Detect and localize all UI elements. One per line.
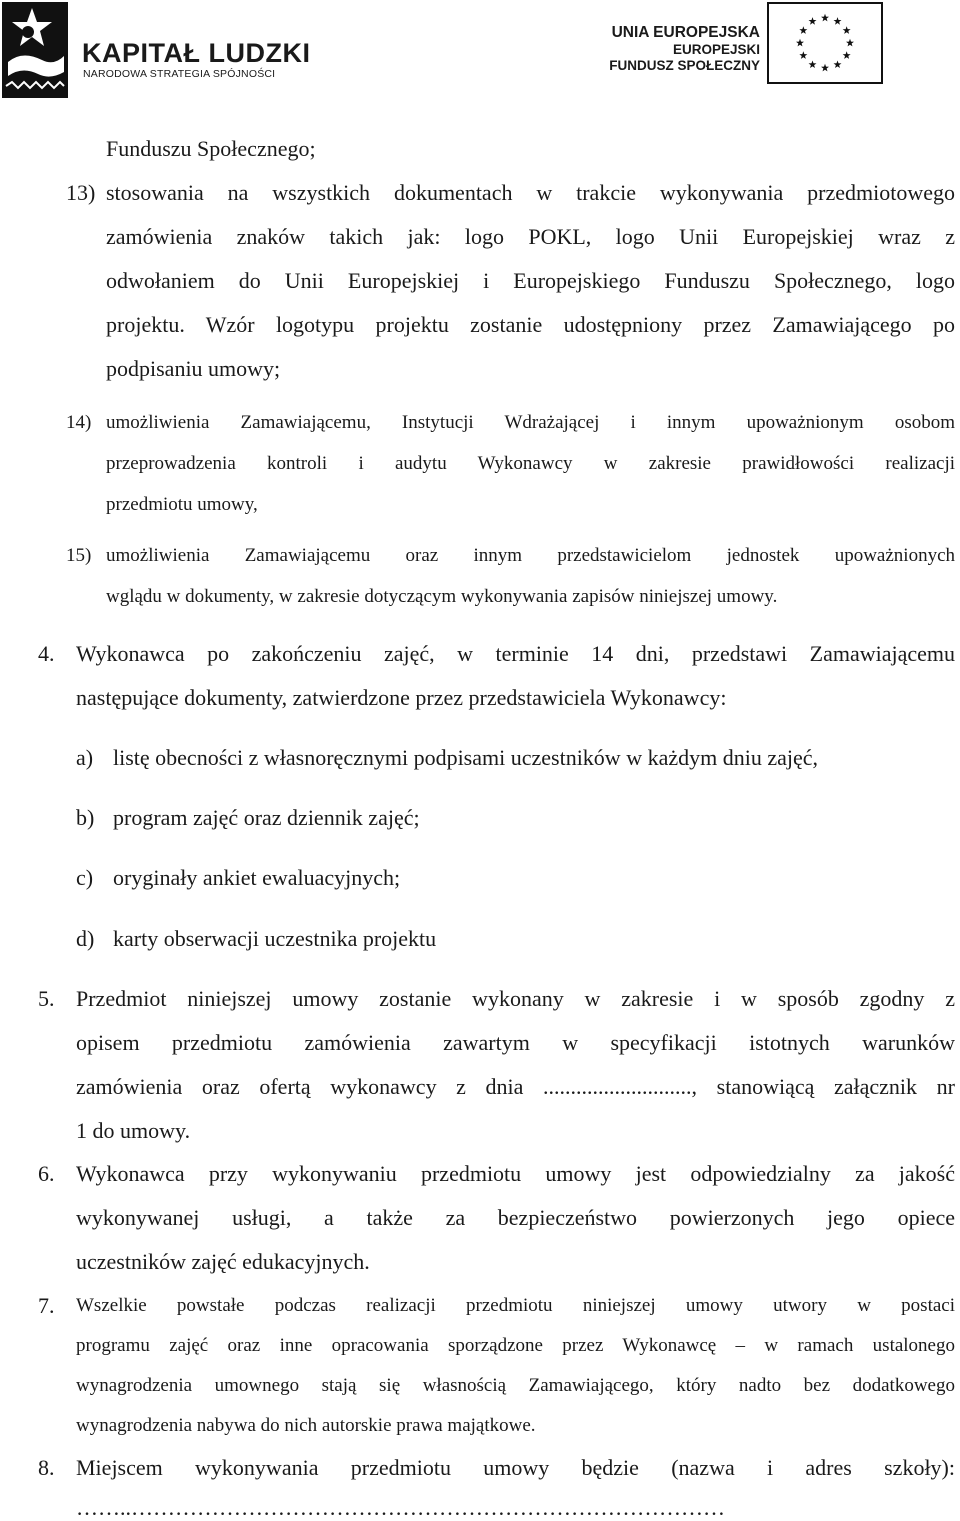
section-number: 4. [38, 641, 55, 666]
text-line: Funduszu Społecznego; [106, 136, 316, 161]
section-number: 6. [38, 1161, 55, 1186]
list-number: 13) [66, 180, 96, 205]
text-line: listę obecności z własnoręcznymi podpisami uczestników w każdym dniu zajęć, [113, 745, 819, 770]
text-line: przedmiotu umowy, [106, 494, 258, 515]
kapital-ludzki-logo [2, 2, 311, 102]
list-number: 15) [66, 545, 92, 566]
list-letter: d) [76, 926, 95, 951]
text-line: oryginały ankiet ewaluacyjnych; [113, 865, 401, 890]
text-line: Wykonawca po zakończeniu zajęć, w terminie 14 dni, przedstawi Zamawiającemu [76, 641, 955, 666]
text-line: opisem przedmiotu zamówienia zawartym w specyfikacji istotnych warunków [76, 1030, 955, 1055]
text-line: zamówienia oraz ofertą wykonawcy z dnia ..........................., stanowiącą załącznik nr [76, 1074, 955, 1099]
list-number: 14) [66, 412, 92, 433]
kapital-ludzki-emblem-icon [2, 2, 80, 100]
text-line: podpisaniu umowy; [106, 356, 281, 381]
text-line: program zajęć oraz dziennik zajęć; [113, 805, 420, 830]
kapital-ludzki-subtitle: NARODOWA STRATEGIA SPÓJNOŚCI [83, 68, 276, 80]
eu-logo [590, 0, 890, 90]
text-line: wynagrodzenia umownego stają się własnością Zamawiającego, który nadto bez dodatkowego [76, 1375, 955, 1396]
list-letter: b) [76, 805, 95, 830]
text-line: uczestników zajęć edukacyjnych. [76, 1249, 370, 1274]
text-line: wynagrodzenia nabywa do nich autorskie prawa majątkowe. [76, 1415, 536, 1436]
list-letter: c) [76, 865, 94, 890]
text-line: następujące dokumenty, zatwierdzone przez przedstawiciela Wykonawcy: [76, 685, 727, 710]
section-number: 5. [38, 986, 55, 1011]
text-line: programu zajęć oraz inne opracowania sporządzone przez Wykonawcę – w ramach ustalonego [76, 1335, 955, 1356]
text-line: projektu. Wzór logotypu projektu zostanie udostępniony przez Zamawiającego po [106, 312, 955, 337]
text-line: Przedmiot niniejszej umowy zostanie wykonany w zakresie i w sposób zgodny z [76, 986, 955, 1011]
section-number: 7. [38, 1293, 55, 1318]
eu-logo-text [590, 24, 760, 74]
eu-flag-stars-icon [767, 2, 883, 84]
text-line: stosowania na wszystkich dokumentach w trakcie wykonywania przedmiotowego [106, 180, 955, 205]
text-line: umożliwienia Zamawiającemu oraz innym przedstawicielom jednostek upoważnionych [106, 545, 955, 566]
text-line: odwołaniem do Unii Europejskiej i Europejskiego Funduszu Społecznego, logo [106, 268, 955, 293]
text-line: przeprowadzenia kontroli i audytu Wykonawcy w zakresie prawidłowości realizacji [106, 453, 955, 474]
text-line: Wszelkie powstałe podczas realizacji przedmiotu niniejszej umowy utwory w postaci [76, 1295, 955, 1316]
text-line: ……..……………………………………………………………………… [76, 1495, 725, 1520]
eu-logo-line3: FUNDUSZ SPOŁECZNY [609, 58, 760, 73]
eu-logo-line2: EUROPEJSKI [672, 42, 760, 57]
section-number: 8. [38, 1455, 55, 1480]
kapital-ludzki-title: KAPITAŁ LUDZKI [82, 38, 311, 68]
text-line: Miejscem wykonywania przedmiotu umowy będzie (nazwa i adres szkoły): [76, 1455, 955, 1480]
text-line: wykonywanej usługi, a także za bezpieczeństwo powierzonych jego opiece [76, 1205, 955, 1230]
text-line: 1 do umowy. [76, 1118, 191, 1143]
text-line: zamówienia znaków takich jak: logo POKL, logo Unii Europejskiej wraz z [106, 224, 955, 249]
list-letter: a) [76, 745, 94, 770]
text-line: Wykonawca przy wykonywaniu przedmiotu umowy jest odpowiedzialny za jakość [76, 1161, 955, 1186]
eu-logo-line1: UNIA EUROPEJSKA [611, 24, 760, 41]
text-line: wglądu w dokumenty, w zakresie dotyczącym wykonywania zapisów niniejszej umowy. [106, 586, 778, 607]
text-line: umożliwienia Zamawiającemu, Instytucji Wdrażającej i innym upoważnionym osobom [106, 412, 955, 433]
text-line: karty obserwacji uczestnika projektu [113, 926, 437, 951]
